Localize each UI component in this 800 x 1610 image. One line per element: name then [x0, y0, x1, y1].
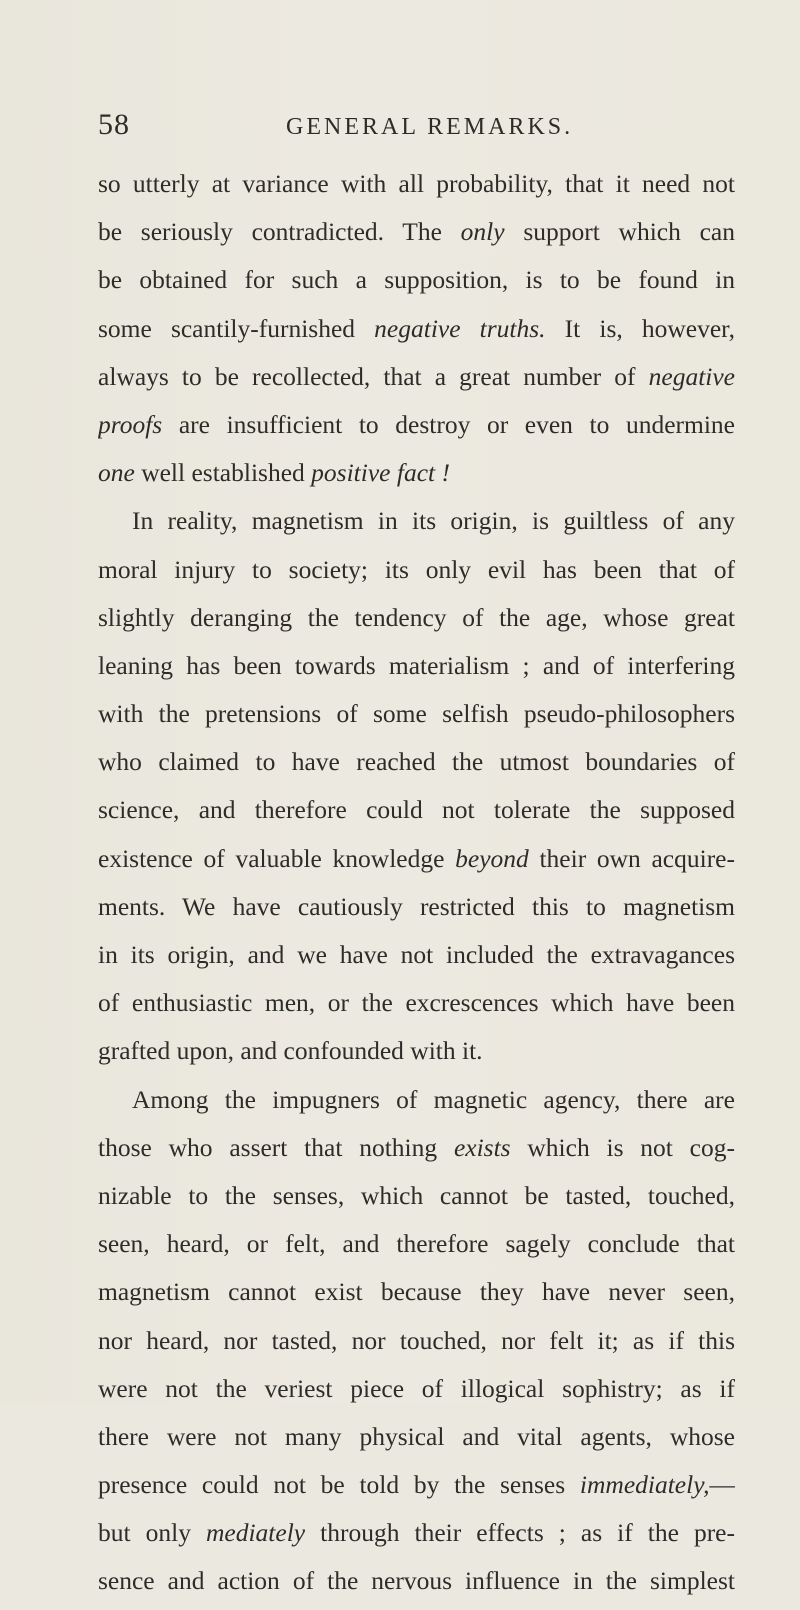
text-line	[98, 164, 735, 212]
text-line	[98, 1465, 735, 1513]
italic-text: exists	[453, 1132, 511, 1162]
text-segment: always to be recollected, that a great number of	[98, 361, 649, 391]
text-line	[98, 790, 735, 838]
text-line	[98, 983, 735, 1031]
text-segment: with the pretensions of some selfish pseudo-philosophers	[98, 699, 735, 729]
text-segment: ments. We have cautiously restricted this to magnetism	[98, 891, 735, 921]
text-segment: but only	[98, 1518, 206, 1548]
text-segment: nor heard, nor tasted, nor touched, nor felt it; as if this	[98, 1325, 735, 1355]
text-line	[98, 1561, 735, 1609]
italic-text: beyond	[455, 843, 529, 873]
page-number: 58	[98, 108, 130, 141]
text-segment: moral injury to society; its only evil has been that of	[98, 554, 735, 584]
text-segment: presence could not be told by the senses	[98, 1470, 580, 1500]
text-line	[98, 839, 735, 887]
body-text	[98, 164, 735, 1610]
text-line	[98, 1417, 735, 1465]
text-segment: through their effects ; as if the pre-	[305, 1518, 735, 1548]
text-segment: seen, heard, or felt, and therefore sagely conclude that	[98, 1229, 735, 1259]
text-line	[98, 357, 735, 405]
text-line	[98, 887, 735, 935]
page-header	[98, 108, 728, 148]
text-segment: some scantily-furnished	[98, 313, 375, 343]
italic-text: one	[98, 458, 135, 488]
text-line	[98, 694, 735, 742]
italic-text: proofs	[98, 409, 163, 439]
text-line	[98, 1128, 735, 1176]
text-line	[98, 1272, 735, 1320]
text-segment: slightly deranging the tendency of the age, whose great	[98, 602, 735, 632]
text-line	[98, 309, 735, 357]
text-segment: those who assert that nothing	[98, 1132, 454, 1162]
text-segment: Among the impugners of magnetic agency, there are	[132, 1084, 735, 1114]
text-segment: so utterly at variance with all probability, that it need not	[98, 169, 735, 198]
text-segment: magnetism cannot exist because they have never seen,	[98, 1277, 735, 1307]
text-line	[98, 646, 735, 694]
text-segment: are insufficient to destroy or even to undermine	[162, 409, 735, 439]
text-segment: were not the veriest piece of illogical sophistry; as if	[98, 1373, 735, 1403]
italic-text: negative truths.	[374, 313, 546, 343]
text-line	[98, 1513, 735, 1561]
text-segment: It is, however,	[545, 313, 735, 343]
text-line	[98, 405, 735, 453]
text-segment: of enthusiastic men, or the excrescences which have been	[98, 988, 735, 1018]
text-line	[98, 1031, 735, 1079]
text-segment: —	[709, 1470, 735, 1500]
text-segment: their own acquire-	[528, 843, 735, 873]
running-head: GENERAL REMARKS.	[286, 114, 574, 140]
text-segment: nizable to the senses, which cannot be tasted, touched,	[98, 1180, 735, 1210]
text-segment: who claimed to have reached the utmost boundaries of	[98, 747, 735, 777]
text-segment: sence and action of the nervous influence in the simplest	[98, 1566, 735, 1596]
text-line	[98, 212, 735, 260]
text-line	[98, 598, 735, 646]
text-line	[98, 501, 735, 549]
text-segment: there were not many physical and vital agents, whose	[98, 1421, 735, 1451]
text-segment: leaning has been towards materialism ; and of interfering	[98, 650, 735, 680]
text-segment: support which can	[504, 217, 735, 247]
text-line	[98, 935, 735, 983]
italic-text: only	[460, 217, 505, 247]
text-segment: which is not cog-	[510, 1132, 735, 1162]
text-segment: in its origin, and we have not included the extravagances	[98, 940, 735, 969]
text-line	[98, 1176, 735, 1224]
text-segment: In reality, magnetism in its origin, is guiltless of any	[132, 506, 735, 536]
italic-text: positive fact !	[311, 458, 450, 488]
text-segment: well established	[134, 458, 312, 488]
text-line	[98, 550, 735, 598]
text-segment: be seriously contradicted. The	[98, 217, 461, 247]
text-line	[98, 742, 735, 790]
text-line	[98, 1080, 735, 1128]
text-line	[98, 260, 735, 308]
text-segment: grafted upon, and confounded with it.	[98, 1036, 483, 1066]
text-line	[98, 1321, 735, 1369]
text-line	[98, 1224, 735, 1272]
text-line	[98, 1369, 735, 1417]
text-line	[98, 453, 735, 501]
italic-text: negative	[648, 361, 735, 391]
italic-text: immediately,	[579, 1470, 710, 1500]
text-segment: be obtained for such a supposition, is to be found in	[98, 265, 735, 295]
italic-text: mediately	[205, 1518, 306, 1548]
text-segment: existence of valuable knowledge	[98, 843, 456, 873]
text-segment: science, and therefore could not tolerate the supposed	[98, 795, 735, 825]
